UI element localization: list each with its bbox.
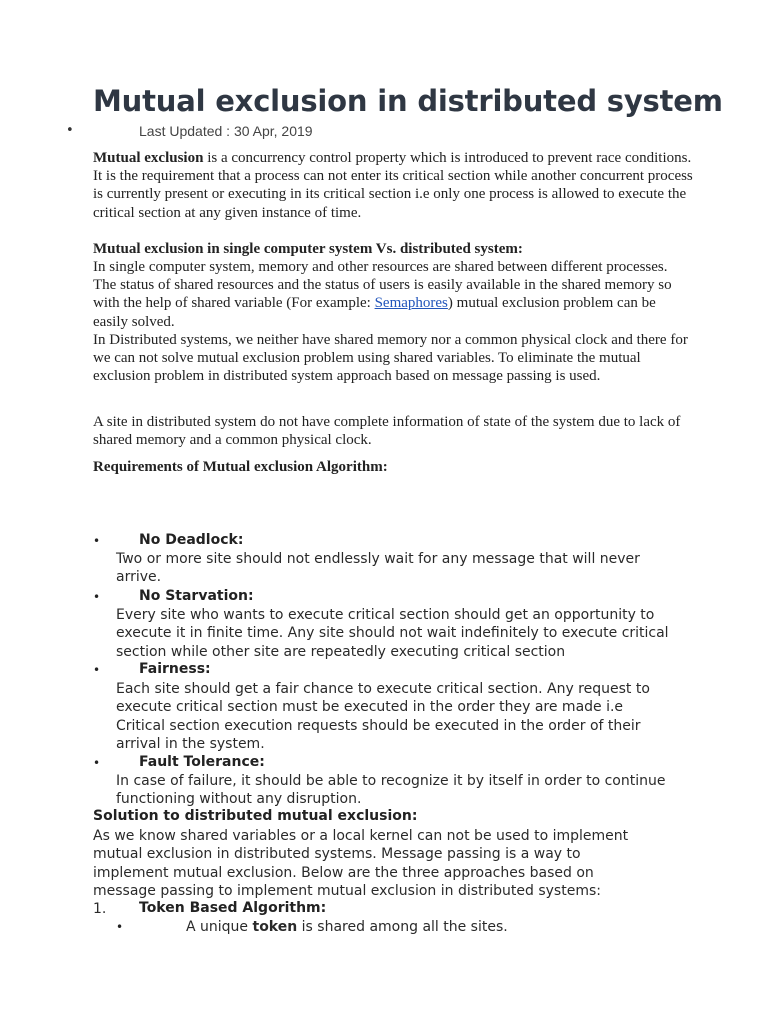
bullet-icon: •	[93, 756, 101, 770]
requirement-title: Fairness:	[139, 661, 211, 677]
requirements-heading: Requirements of Mutual exclusion Algorithm:	[93, 459, 388, 475]
requirement-text: Each site should get a fair chance to execute critical section. Any request to execute critical section must be executed in the order they are made i.e Critical section execution requests should be executed in the order of their arrival in the system.	[116, 681, 650, 752]
requirement-title: Fault Tolerance:	[139, 754, 265, 770]
page-title: Mutual exclusion in distributed system	[93, 84, 723, 118]
requirement-text: Two or more site should not endlessly wait for any message that will never arrive.	[116, 551, 640, 586]
bullet-icon: •	[93, 590, 101, 604]
bullet-icon: •	[93, 663, 101, 677]
site-paragraph: A site in distributed system do not have complete information of state of the system due to lack of shared memory and a common physical clock.	[93, 414, 681, 449]
requirement-text: In case of failure, it should be able to recognize it by itself in order to continue functioning without any disruption.	[116, 773, 666, 808]
distributed-paragraph: In Distributed systems, we neither have shared memory nor a common physical clock and there for we can not solve mutual exclusion problem using shared variables. To eliminate the mutual exclusion problem in distributed system approach based on message passing is used.	[93, 332, 688, 385]
semaphores-link[interactable]: Semaphores	[374, 295, 448, 312]
compare-heading: Mutual exclusion in single computer system Vs. distributed system:	[93, 241, 523, 257]
token-bold: token	[252, 919, 298, 935]
solution-heading: Solution to distributed mutual exclusion:	[93, 808, 418, 824]
approach-title: Token Based Algorithm:	[139, 900, 327, 916]
approach-number: 1.	[93, 901, 107, 917]
single-system-paragraph	[93, 258, 693, 331]
token-bullet-text	[186, 918, 666, 936]
solution-paragraph: As we know shared variables or a local kernel can not be used to implement mutual exclusion in distributed systems. Message passing is a way to implement mutual exclusion. Below are the three approaches based on message passing to implement mutual exclusion in distributed systems:	[93, 828, 629, 899]
intro-term: Mutual exclusion	[93, 150, 204, 166]
requirement-title: No Deadlock:	[139, 532, 244, 548]
bullet-icon: •	[116, 920, 124, 934]
single-system-text: In single computer system, memory and other resources are shared between different processes. The status of shared resources and the status of users is easily available in the shared memory so with the help of shared variable (For example:	[93, 259, 672, 312]
requirement-title: No Starvation:	[139, 588, 254, 604]
token-after: is shared among all the sites.	[297, 919, 508, 935]
last-updated: Last Updated : 30 Apr, 2019	[139, 123, 313, 139]
intro-text: is a concurrency control property which is introduced to prevent race conditions. It is the requirement that a process can not enter its critical section while another concurrent process is currently present or executing in its critical section i.e only one process is allowed to execute the critical section at any given instance of time.	[93, 150, 693, 221]
intro-paragraph	[93, 149, 693, 222]
single-system-text-end: ) mutual exclusion problem can be easily solved.	[93, 295, 656, 330]
requirement-text: Every site who wants to execute critical section should get an opportunity to execute it in finite time. Any site should not wait indefinitely to execute critical section while other site are repeatedly executing critical section	[116, 607, 669, 660]
bullet-icon: •	[66, 123, 74, 138]
bullet-icon: •	[93, 534, 101, 548]
token-before: A unique	[186, 919, 253, 935]
